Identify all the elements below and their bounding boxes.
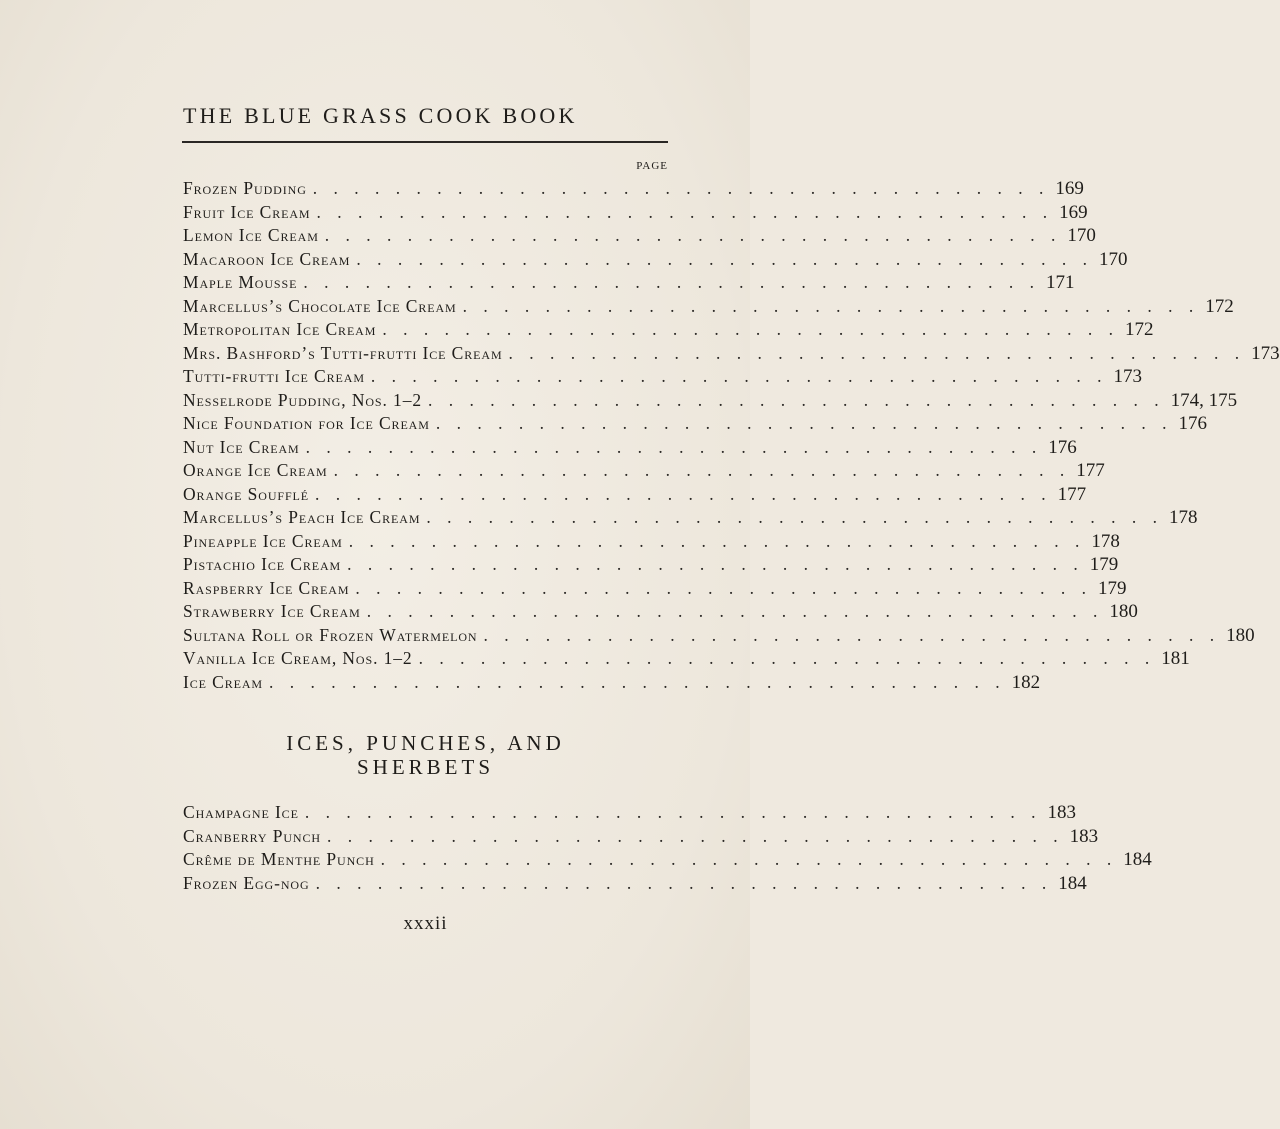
toc-entry xyxy=(183,506,1198,530)
toc-entry-page: 181 xyxy=(1161,648,1190,669)
toc-entry-title: Strawberry Ice Cream xyxy=(183,601,361,621)
toc-entry-page: 183 xyxy=(1047,802,1076,823)
toc-entry xyxy=(183,530,1120,554)
toc-list-ice-cream xyxy=(183,177,1280,694)
toc-entry xyxy=(183,483,1087,507)
toc-entry xyxy=(183,577,1127,601)
toc-entry xyxy=(183,318,1154,342)
toc-entry xyxy=(183,365,1143,389)
toc-entry-title: Pineapple Ice Cream xyxy=(183,530,343,551)
toc-entry xyxy=(183,389,1238,413)
toc-entry-page: 184 xyxy=(1123,849,1152,870)
toc-entry-title: Vanilla Ice Cream, Nos. 1–2 xyxy=(183,648,413,668)
toc-entry-title: Sultana Roll or Frozen Watermelon xyxy=(183,624,478,645)
toc-entry xyxy=(183,224,1096,248)
toc-entry-title: Pistachio Ice Cream xyxy=(183,554,342,574)
toc-entry-page: 177 xyxy=(1057,483,1087,505)
toc-entry xyxy=(183,271,1075,295)
dot-leader: . . . . . . . . . . . . . . . . . . . . . . . . . . . . . . . . . . . . xyxy=(324,225,1062,245)
dot-leader: . . . . . . . . . . . . . . . . . . . . . . . . . . . . . . . . . . . . xyxy=(348,530,1086,551)
toc-entry-page: 179 xyxy=(1098,577,1127,599)
toc-entry xyxy=(183,825,1099,849)
toc-entry xyxy=(183,201,1088,225)
dot-leader: . . . . . . . . . . . . . . . . . . . . . . . . . . . . . . . . . . . . xyxy=(428,389,1165,410)
toc-entry-page: 173 xyxy=(1113,366,1143,387)
toc-entry xyxy=(183,600,1138,624)
toc-entry-page: 172 xyxy=(1124,319,1154,340)
section-heading-line2: SHERBETS xyxy=(356,755,495,779)
page-folio: xxxii xyxy=(403,913,448,934)
toc-entry-title: Champagne Ice xyxy=(183,802,299,822)
toc-entry xyxy=(183,248,1128,272)
dot-leader: . . . . . . . . . . . . . . . . . . . . . . . . . . . . . . . . . . . . xyxy=(315,483,1052,504)
toc-entry-page: 169 xyxy=(1055,178,1084,199)
toc-entry xyxy=(183,671,1041,695)
toc-entry-title: Ice Cream xyxy=(183,671,263,692)
toc-entry-title: Raspberry Ice Cream xyxy=(183,577,350,598)
dot-leader: . . . . . . . . . . . . . . . . . . . . . . . . . . . . . . . . . . . . xyxy=(305,436,1043,457)
running-title: THE BLUE GRASS COOK BOOK xyxy=(183,103,578,128)
toc-entry xyxy=(183,872,1087,896)
toc-entry-page: 184 xyxy=(1058,872,1087,894)
toc-entry xyxy=(183,436,1077,460)
dot-leader: . . . . . . . . . . . . . . . . . . . . . . . . . . . . . . . . . . . . xyxy=(312,178,1050,198)
section-heading-line1: ICES, PUNCHES, AND xyxy=(286,731,565,755)
toc-entry-title: Tutti-frutti Ice Cream xyxy=(183,366,365,386)
toc-list-ices xyxy=(183,801,1152,895)
toc-entry xyxy=(183,624,1255,648)
toc-entry-page: 176 xyxy=(1178,413,1207,434)
dot-leader: . . . . . . . . . . . . . . . . . . . . . . . . . . . . . . . . . . . . xyxy=(347,554,1084,574)
dot-leader: . . . . . . . . . . . . . . . . . . . . . . . . . . . . . . . . . . . . xyxy=(356,248,1093,269)
dot-leader: . . . . . . . . . . . . . . . . . . . . . . . . . . . . . . . . . . . . xyxy=(435,413,1173,433)
toc-entry-page: 174, 175 xyxy=(1170,389,1238,411)
toc-entry xyxy=(183,177,1084,201)
toc-entry xyxy=(183,553,1119,577)
dot-leader: . . . . . . . . . . . . . . . . . . . . . . . . . . . . . . . . . . . . xyxy=(315,872,1053,893)
toc-entry-title: Nice Foundation for Ice Cream xyxy=(183,413,430,433)
dot-leader: . . . . . . . . . . . . . . . . . . . . . . . . . . . . . . . . . . . . xyxy=(355,577,1093,598)
toc-entry xyxy=(183,647,1190,671)
toc-entry-title: Nesselrode Pudding, Nos. 1–2 xyxy=(183,389,423,410)
toc-entry xyxy=(183,295,1234,319)
section-heading xyxy=(183,731,668,779)
toc-entry-title: Frozen Egg-nog xyxy=(183,872,310,893)
toc-entry-title: Mrs. Bashford’s Tutti-frutti Ice Cream xyxy=(183,342,503,363)
toc-entry-page: 169 xyxy=(1059,201,1088,223)
toc-entry-title: Marcellus’s Peach Ice Cream xyxy=(183,507,421,527)
dot-leader: . . . . . . . . . . . . . . . . . . . . . . . . . . . . . . . . . . . . xyxy=(426,507,1164,527)
toc-entry-title: Nut Ice Cream xyxy=(183,436,300,457)
dot-leader: . . . . . . . . . . . . . . . . . . . . . . . . . . . . . . . . . . . . xyxy=(268,671,1006,692)
toc-entry-title: Frozen Pudding xyxy=(183,178,307,198)
toc-entry-page: 173 xyxy=(1251,342,1280,364)
toc-entry-title: Cranberry Punch xyxy=(183,825,321,846)
dot-leader: . . . . . . . . . . . . . . . . . . . . . . . . . . . . . . . . . . . . xyxy=(316,201,1054,222)
toc-entry-page: 177 xyxy=(1076,460,1105,481)
dot-leader: . . . . . . . . . . . . . . . . . . . . . . . . . . . . . . . . . . . . xyxy=(418,648,1156,668)
toc-entry-page: 170 xyxy=(1098,248,1128,270)
toc-entry xyxy=(183,848,1152,872)
dot-leader: . . . . . . . . . . . . . . . . . . . . . . . . . . . . . . . . . . . . xyxy=(333,460,1071,480)
dot-leader: . . . . . . . . . . . . . . . . . . . . . . . . . . . . . . . . . . . . xyxy=(326,825,1064,846)
page-column-label: PAGE xyxy=(636,160,668,172)
dot-leader: . . . . . . . . . . . . . . . . . . . . . . . . . . . . . . . . . . . . xyxy=(380,849,1118,869)
toc-entry-title: Marcellus’s Chocolate Ice Cream xyxy=(183,295,457,316)
toc-entry xyxy=(183,342,1280,366)
header-rule xyxy=(182,141,668,143)
dot-leader: . . . . . . . . . . . . . . . . . . . . . . . . . . . . . . . . . . . . xyxy=(462,295,1200,316)
toc-entry-title: Orange Soufflé xyxy=(183,483,310,504)
toc-entry-page: 170 xyxy=(1067,225,1096,246)
dot-leader: . . . . . . . . . . . . . . . . . . . . . . . . . . . . . . . . . . . . xyxy=(382,319,1119,339)
toc-entry-page: 182 xyxy=(1011,671,1041,693)
toc-entry-title: Maple Mousse xyxy=(183,272,298,292)
toc-entry-page: 171 xyxy=(1045,272,1075,293)
toc-entry xyxy=(183,801,1076,825)
toc-entry-title: Crême de Menthe Punch xyxy=(183,849,375,869)
toc-entry-page: 178 xyxy=(1169,507,1198,528)
toc-entry-page: 183 xyxy=(1069,825,1099,847)
dot-leader: . . . . . . . . . . . . . . . . . . . . . . . . . . . . . . . . . . . . xyxy=(370,366,1108,386)
toc-entry-title: Orange Ice Cream xyxy=(183,460,328,480)
toc-entry-page: 180 xyxy=(1226,624,1255,646)
dot-leader: . . . . . . . . . . . . . . . . . . . . . . . . . . . . . . . . . . . . xyxy=(303,272,1040,292)
dot-leader: . . . . . . . . . . . . . . . . . . . . . . . . . . . . . . . . . . . . xyxy=(483,624,1221,645)
toc-entry-page: 172 xyxy=(1205,295,1234,317)
toc-entry-title: Lemon Ice Cream xyxy=(183,225,319,245)
toc-entry-page: 176 xyxy=(1048,436,1077,458)
toc-entry xyxy=(183,459,1105,483)
toc-entry-title: Fruit Ice Cream xyxy=(183,201,311,222)
toc-entry-title: Metropolitan Ice Cream xyxy=(183,319,377,339)
toc-entry-title: Macaroon Ice Cream xyxy=(183,248,351,269)
dot-leader: . . . . . . . . . . . . . . . . . . . . . . . . . . . . . . . . . . . . xyxy=(366,601,1104,621)
toc-entry-page: 180 xyxy=(1109,601,1138,622)
dot-leader: . . . . . . . . . . . . . . . . . . . . . . . . . . . . . . . . . . . . xyxy=(304,802,1042,822)
dot-leader: . . . . . . . . . . . . . . . . . . . . . . . . . . . . . . . . . . . . xyxy=(508,342,1246,363)
toc-entry xyxy=(183,412,1207,436)
toc-entry-page: 179 xyxy=(1089,554,1119,575)
toc-entry-page: 178 xyxy=(1091,530,1120,552)
